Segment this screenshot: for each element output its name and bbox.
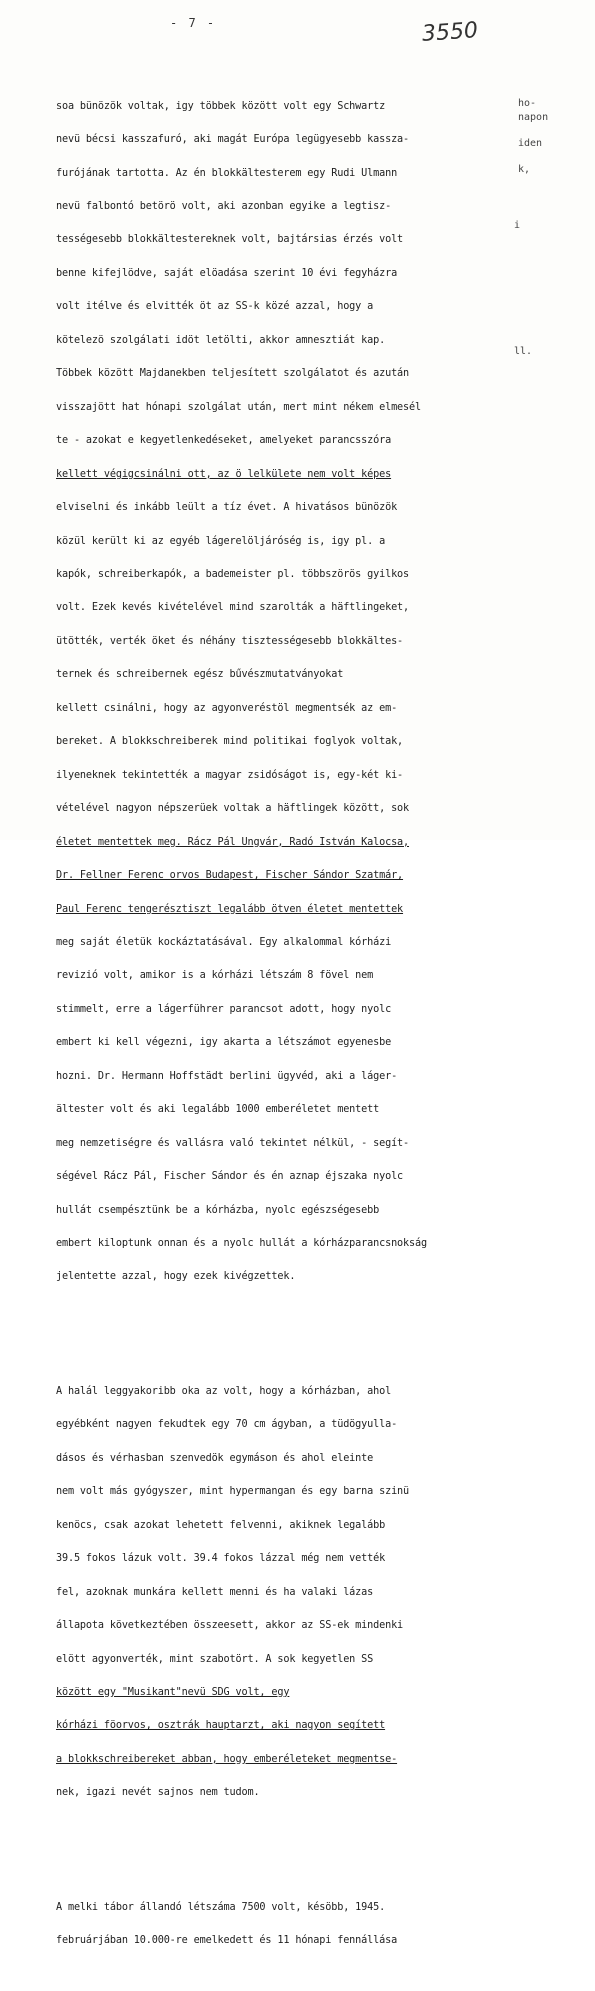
text-line: kellett csinálni, hogy az agyonveréstöl megmentsék az em- <box>56 702 398 714</box>
text-line: meg saját életük kockáztatásával. Egy alkalommal kórházi <box>56 936 392 948</box>
margin-note: iden <box>518 138 543 149</box>
text-line: jelentette azzal, hogy ezek kivégzettek. <box>56 1271 296 1283</box>
text-line: tességesebb blokkältestereknek volt, bajtársias érzés volt <box>56 234 404 246</box>
text-line: benne kifejlödve, saját elöadása szerint 10 évi fegyházra <box>56 267 398 279</box>
text-line: kenöcs, csak azokat lehetett felvenni, akiknek legalább <box>56 1519 386 1531</box>
text-line: egyébként nagyen fekudtek egy 70 cm ágyban, a tüdögyulla- <box>56 1419 398 1431</box>
text-line: nek, igazi nevét sajnos nem tudom. <box>56 1787 260 1799</box>
text-line: közül került ki az egyéb lágerelöljáróség is, igy pl. a <box>56 535 386 547</box>
paragraph-2 <box>56 1364 511 1821</box>
text-line: ilyeneknek tekintették a magyar zsidóságot is, egy-két ki- <box>56 769 404 781</box>
text-line: kellett végigcsinálni ott, az ö lelkülete nem volt képes <box>56 468 392 480</box>
text-line: Többek között Majdanekben teljesített szolgálatot és azután <box>56 368 410 380</box>
text-line: a blokkschreibereket abban, hogy emberéleteket megmentse- <box>56 1753 398 1765</box>
margin-note: k, <box>518 164 531 175</box>
archive-number-handwritten: 3550 <box>421 18 479 47</box>
paragraph-1 <box>56 78 511 1305</box>
text-line: ütötték, verték öket és néhány tisztességesebb blokkältes- <box>56 635 404 647</box>
text-line: kapók, schreiberkapók, a bademeister pl. többszörös gyilkos <box>56 568 410 580</box>
text-line: nem volt más gyógyszer, mint hypermangan és egy barna szinü <box>56 1486 410 1498</box>
text-line: dásos és vérhasban szenvedök egymáson és ahol eleinte <box>56 1452 374 1464</box>
page-number: - 7 - <box>170 16 217 30</box>
text-line: Paul Ferenc tengerésztiszt legalább ötven életet mentettek <box>56 903 404 915</box>
text-line: A halál leggyakoribb oka az volt, hogy a kórházban, ahol <box>56 1385 392 1397</box>
text-line: nevü falbontó betörö volt, aki azonban egyike a legtisz- <box>56 200 392 212</box>
margin-note: i <box>514 220 521 231</box>
text-line: hullát csempésztünk be a kórházba, nyolc egészségesebb <box>56 1204 380 1216</box>
text-line: ternek és schreibernek egész bűvészmutatványokat <box>56 669 344 681</box>
text-line: állapota következtében összeesett, akkor az SS-ek mindenki <box>56 1620 404 1632</box>
text-line: furójának tartotta. Az én blokkältesterem egy Rudi Ulmann <box>56 167 398 179</box>
text-line: bereket. A blokkschreiberek mind politikai foglyok voltak, <box>56 736 404 748</box>
paragraph-gap <box>56 1843 511 1857</box>
text-line: stimmelt, erre a lágerführer parancsot adott, hogy nyolc <box>56 1003 392 1015</box>
text-line: Dr. Fellner Ferenc orvos Budapest, Fischer Sándor Szatmár, <box>56 870 404 882</box>
text-line: hozni. Dr. Hermann Hoffstädt berlini ügyvéd, aki a láger- <box>56 1070 398 1082</box>
margin-note: napon <box>518 112 549 123</box>
body-text <box>56 56 511 1991</box>
text-line: februárjában 10.000-re emelkedett és 11 hónapi fennállása <box>56 1935 398 1947</box>
text-line: nevü bécsi kasszafuró, aki magát Európa legügyesebb kassza- <box>56 134 410 146</box>
paragraph-gap <box>56 1327 511 1341</box>
text-line: 39.5 fokos lázuk volt. 39.4 fokos lázzal még nem vették <box>56 1553 386 1565</box>
text-line: te - azokat e kegyetlenkedéseket, amelyeket parancsszóra <box>56 435 392 447</box>
text-line: visszajött hat hónapi szolgálat után, mert mint nékem elmesél <box>56 401 421 413</box>
text-line: volt. Ezek kevés kivételével mind szarolták a häftlingeket, <box>56 602 410 614</box>
margin-note: ll. <box>514 346 533 357</box>
text-line: életet mentettek meg. Rácz Pál Ungvár, Radó István Kalocsa, <box>56 836 410 848</box>
text-line: embert ki kell végezni, igy akarta a létszámot egyenesbe <box>56 1037 392 1049</box>
text-line: ségével Rácz Pál, Fischer Sándor és én aznap éjszaka nyolc <box>56 1171 404 1183</box>
text-line: soa bünözök voltak, igy többek között volt egy Schwartz <box>56 100 386 112</box>
text-line: volt itélve és elvitték öt az SS-k közé azzal, hogy a <box>56 301 374 313</box>
text-line: elött agyonverték, mint szabotört. A sok kegyetlen SS <box>56 1653 374 1665</box>
text-line: ältester volt és aki legalább 1000 emberéletet mentett <box>56 1104 380 1116</box>
text-line: kórházi föorvos, osztrák hauptarzt, aki nagyon segített <box>56 1720 386 1732</box>
text-line: elviselni és inkább leült a tíz évet. A hivatásos bünözök <box>56 502 398 514</box>
text-line: kötelezö szolgálati idöt letölti, akkor amnesztiát kap. <box>56 334 386 346</box>
text-line: meg nemzetiségre és vallásra való tekintet nélkül, - segít- <box>56 1137 410 1149</box>
margin-note: ho- <box>518 98 537 109</box>
text-line: revizió volt, amikor is a kórházi létszám 8 fövel nem <box>56 970 374 982</box>
text-line: fel, azoknak munkára kellett menni és ha valaki lázas <box>56 1586 374 1598</box>
text-line: vételével nagyon népszerüek voltak a häftlingek között, sok <box>56 803 410 815</box>
text-line: embert kiloptunk onnan és a nyolc hullát a kórházparancsnokság <box>56 1238 427 1250</box>
paragraph-3 <box>56 1879 511 1968</box>
text-line: A melki tábor állandó létszáma 7500 volt, késöbb, 1945. <box>56 1901 386 1913</box>
text-line: között egy "Musikant"nevü SDG volt, egy <box>56 1686 290 1698</box>
